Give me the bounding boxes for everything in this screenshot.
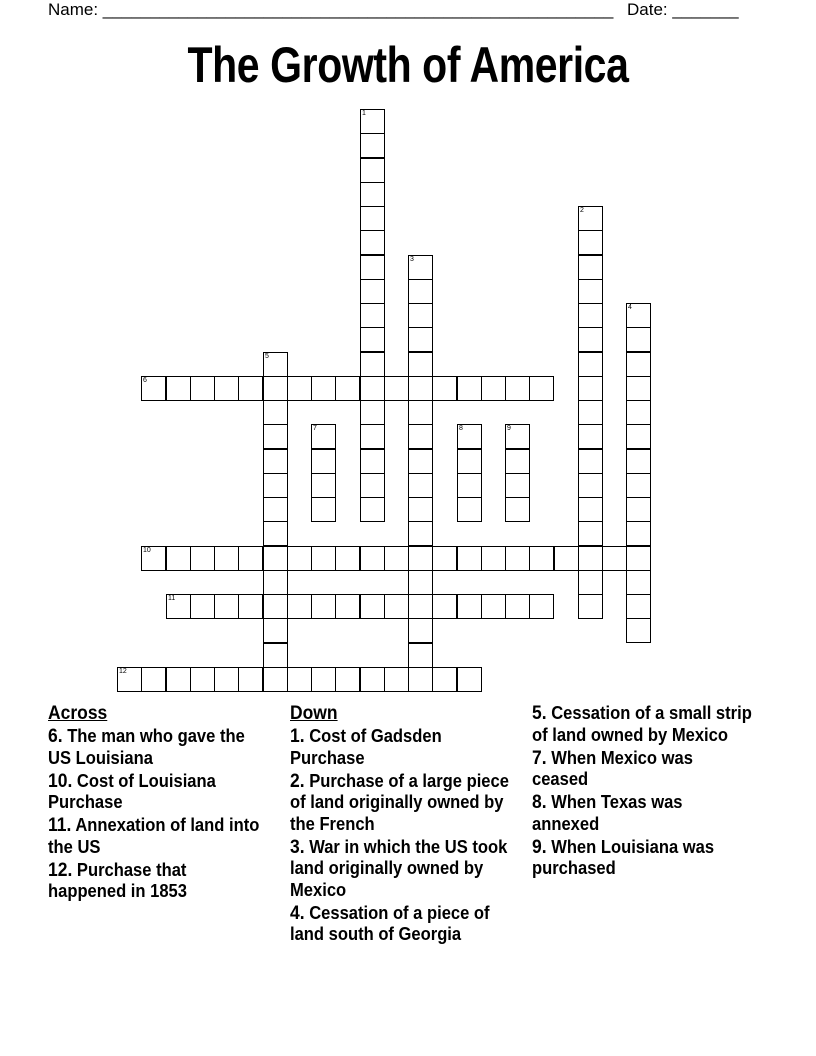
grid-cell[interactable]	[578, 473, 603, 498]
grid-cell[interactable]	[408, 303, 433, 328]
grid-cell[interactable]	[311, 376, 336, 401]
grid-cell[interactable]	[311, 449, 336, 474]
clue-number-label: 11	[168, 595, 176, 602]
grid-cell[interactable]	[263, 376, 288, 401]
grid-cell[interactable]	[360, 667, 385, 692]
grid-cell[interactable]	[408, 473, 433, 498]
grid-cell[interactable]	[626, 424, 651, 449]
grid-cell[interactable]	[263, 667, 288, 692]
grid-cell[interactable]	[626, 376, 651, 401]
grid-cell[interactable]	[311, 497, 336, 522]
grid-cell[interactable]	[626, 473, 651, 498]
clue-number: 8.	[532, 792, 547, 813]
grid-cell[interactable]	[554, 546, 579, 571]
grid-cell[interactable]	[626, 497, 651, 522]
grid-cell[interactable]	[263, 424, 288, 449]
grid-cell[interactable]	[214, 546, 239, 571]
grid-cell[interactable]	[360, 230, 385, 255]
grid-cell[interactable]	[626, 400, 651, 425]
clue-number-label: 2	[580, 207, 584, 214]
grid-cell[interactable]	[360, 158, 385, 183]
grid-cell[interactable]	[578, 255, 603, 280]
grid-cell[interactable]	[117, 667, 142, 692]
clue-number: 11.	[48, 815, 72, 836]
grid-cell[interactable]	[578, 449, 603, 474]
grid-cell[interactable]	[408, 279, 433, 304]
grid-cell[interactable]	[360, 279, 385, 304]
date-field-line[interactable]: Date: _______	[627, 0, 739, 19]
grid-cell[interactable]	[578, 521, 603, 546]
grid-cell[interactable]	[263, 497, 288, 522]
grid-cell[interactable]	[360, 473, 385, 498]
clue-number: 1.	[290, 726, 305, 747]
grid-cell[interactable]	[432, 376, 457, 401]
clue-text: Purchase that happened in 1853	[48, 859, 187, 901]
grid-cell[interactable]	[311, 667, 336, 692]
grid-cell[interactable]	[238, 667, 263, 692]
clue-down-1	[290, 726, 511, 769]
clue-number: 2.	[290, 770, 305, 792]
grid-cell[interactable]	[432, 667, 457, 692]
grid-cell[interactable]	[360, 400, 385, 425]
puzzle-title: The Growth of America	[187, 37, 629, 93]
grid-cell[interactable]	[457, 546, 482, 571]
grid-cell[interactable]	[263, 449, 288, 474]
clue-across-12	[48, 860, 269, 903]
grid-cell[interactable]	[578, 497, 603, 522]
grid-cell[interactable]	[578, 376, 603, 401]
grid-cell[interactable]	[457, 594, 482, 619]
clue-down-7	[532, 748, 753, 791]
grid-cell[interactable]	[360, 449, 385, 474]
clue-text: When Texas was annexed	[532, 792, 683, 834]
down-heading: Down	[290, 703, 338, 724]
name-field-line[interactable]: Name: ______________________________________________________	[48, 0, 614, 19]
grid-cell[interactable]	[578, 206, 603, 231]
clue-text: Cessation of a piece of land south of Georgia	[290, 902, 490, 944]
grid-cell[interactable]	[190, 667, 215, 692]
grid-cell[interactable]	[408, 400, 433, 425]
grid-cell[interactable]	[287, 376, 312, 401]
grid-cell[interactable]	[360, 497, 385, 522]
clue-number-label: 3	[410, 256, 414, 263]
grid-cell[interactable]	[505, 449, 530, 474]
clue-text: Cessation of a small strip of land owned by Mexico	[532, 703, 752, 745]
across-clues	[48, 703, 269, 904]
clue-down-2	[290, 771, 511, 836]
grid-cell[interactable]	[238, 376, 263, 401]
grid-cell[interactable]	[578, 400, 603, 425]
grid-cell[interactable]	[360, 424, 385, 449]
grid-cell[interactable]	[626, 618, 651, 643]
clue-down-3	[290, 837, 511, 902]
grid-cell[interactable]	[505, 594, 530, 619]
grid-cell[interactable]	[238, 594, 263, 619]
clue-number-label: 8	[459, 425, 463, 432]
grid-cell[interactable]	[505, 497, 530, 522]
clue-number-label: 12	[119, 668, 127, 675]
grid-cell[interactable]	[408, 497, 433, 522]
grid-cell[interactable]	[214, 376, 239, 401]
grid-cell[interactable]	[141, 376, 166, 401]
grid-cell[interactable]	[263, 643, 288, 668]
grid-cell[interactable]	[263, 473, 288, 498]
clue-number-label: 4	[628, 304, 632, 311]
clue-number: 3.	[290, 836, 305, 858]
grid-cell[interactable]	[626, 327, 651, 352]
clue-text: Cost of Louisiana Purchase	[48, 770, 216, 812]
grid-cell[interactable]	[166, 594, 191, 619]
grid-cell[interactable]	[408, 546, 433, 571]
clue-number: 5.	[532, 703, 547, 724]
grid-cell[interactable]	[505, 546, 530, 571]
grid-cell[interactable]	[360, 255, 385, 280]
grid-cell[interactable]	[408, 352, 433, 377]
grid-cell[interactable]	[408, 424, 433, 449]
grid-cell[interactable]	[432, 594, 457, 619]
grid-cell[interactable]	[238, 546, 263, 571]
clue-text: When Mexico was ceased	[532, 747, 693, 789]
grid-cell[interactable]	[263, 570, 288, 595]
clue-text: Purchase of a large piece of land originally owned by the French	[290, 770, 509, 834]
grid-cell[interactable]	[360, 206, 385, 231]
grid-cell[interactable]	[529, 546, 554, 571]
clue-across-6	[48, 726, 269, 769]
grid-cell[interactable]	[481, 376, 506, 401]
grid-cell[interactable]	[505, 424, 530, 449]
grid-cell[interactable]	[578, 230, 603, 255]
grid-cell[interactable]	[578, 352, 603, 377]
clue-text: Cost of Gadsden Purchase	[290, 726, 442, 768]
grid-cell[interactable]	[360, 303, 385, 328]
clue-number-label: 9	[507, 425, 511, 432]
grid-cell[interactable]	[578, 327, 603, 352]
grid-cell[interactable]	[578, 279, 603, 304]
clue-number: 10.	[48, 770, 73, 792]
grid-cell[interactable]	[626, 449, 651, 474]
grid-cell[interactable]	[408, 618, 433, 643]
clue-number: 6.	[48, 726, 63, 747]
grid-cell[interactable]	[335, 667, 360, 692]
clue-number-label: 10	[143, 547, 151, 554]
across-heading: Across	[48, 703, 108, 724]
grid-cell[interactable]	[141, 667, 166, 692]
grid-cell[interactable]	[578, 546, 603, 571]
grid-cell[interactable]	[360, 327, 385, 352]
grid-cell[interactable]	[626, 352, 651, 377]
grid-cell[interactable]	[214, 594, 239, 619]
grid-cell[interactable]	[335, 594, 360, 619]
grid-cell[interactable]	[408, 327, 433, 352]
grid-cell[interactable]	[141, 546, 166, 571]
clue-number: 12.	[48, 859, 73, 881]
grid-cell[interactable]	[408, 643, 433, 668]
clue-text: War in which the US took land originally owned by Mexico	[290, 836, 508, 900]
grid-cell[interactable]	[626, 521, 651, 546]
grid-cell[interactable]	[166, 376, 191, 401]
grid-cell[interactable]	[408, 667, 433, 692]
grid-cell[interactable]	[626, 546, 651, 571]
grid-cell[interactable]	[311, 473, 336, 498]
grid-cell[interactable]	[384, 376, 409, 401]
clue-down-8	[532, 792, 753, 835]
grid-cell[interactable]	[166, 667, 191, 692]
grid-cell[interactable]	[263, 618, 288, 643]
grid-cell[interactable]	[408, 449, 433, 474]
clue-number-label: 7	[313, 425, 317, 432]
clue-number: 9.	[532, 836, 547, 858]
clue-across-10	[48, 771, 269, 814]
grid-cell[interactable]	[190, 546, 215, 571]
grid-cell[interactable]	[408, 521, 433, 546]
grid-cell[interactable]	[360, 182, 385, 207]
grid-cell[interactable]	[190, 594, 215, 619]
grid-cell[interactable]	[578, 424, 603, 449]
grid-cell[interactable]	[457, 376, 482, 401]
grid-cell[interactable]	[287, 594, 312, 619]
clue-down-9	[532, 837, 753, 880]
grid-cell[interactable]	[529, 594, 554, 619]
grid-cell[interactable]	[626, 303, 651, 328]
grid-cell[interactable]	[626, 570, 651, 595]
grid-cell[interactable]	[384, 546, 409, 571]
grid-cell[interactable]	[360, 352, 385, 377]
grid-cell[interactable]	[408, 376, 433, 401]
clue-number-label: 5	[265, 353, 269, 360]
grid-cell[interactable]	[214, 667, 239, 692]
grid-cell[interactable]	[457, 449, 482, 474]
grid-cell[interactable]	[384, 594, 409, 619]
grid-cell[interactable]	[360, 546, 385, 571]
clue-number-label: 6	[143, 377, 147, 384]
grid-cell[interactable]	[360, 109, 385, 134]
grid-cell[interactable]	[263, 546, 288, 571]
grid-cell[interactable]	[602, 546, 627, 571]
grid-cell[interactable]	[335, 376, 360, 401]
clue-number-label: 1	[362, 110, 366, 117]
grid-cell[interactable]	[360, 133, 385, 158]
grid-cell[interactable]	[384, 667, 409, 692]
grid-cell[interactable]	[263, 521, 288, 546]
grid-cell[interactable]	[311, 546, 336, 571]
grid-cell[interactable]	[311, 424, 336, 449]
grid-cell[interactable]	[481, 546, 506, 571]
grid-cell[interactable]	[578, 303, 603, 328]
grid-cell[interactable]	[457, 497, 482, 522]
grid-cell[interactable]	[311, 594, 336, 619]
grid-cell[interactable]	[335, 546, 360, 571]
grid-cell[interactable]	[578, 570, 603, 595]
grid-cell[interactable]	[360, 594, 385, 619]
grid-cell[interactable]	[457, 667, 482, 692]
grid-cell[interactable]	[578, 594, 603, 619]
grid-cell[interactable]	[263, 594, 288, 619]
grid-cell[interactable]	[408, 255, 433, 280]
clue-text: The man who gave the US Louisiana	[48, 726, 245, 768]
grid-cell[interactable]	[190, 376, 215, 401]
down-clues-continued	[532, 703, 753, 881]
clue-number: 7.	[532, 747, 547, 769]
grid-cell[interactable]	[481, 594, 506, 619]
grid-cell[interactable]	[263, 400, 288, 425]
grid-cell[interactable]	[457, 473, 482, 498]
grid-cell[interactable]	[529, 376, 554, 401]
grid-cell[interactable]	[457, 424, 482, 449]
grid-cell[interactable]	[408, 570, 433, 595]
grid-cell[interactable]	[287, 546, 312, 571]
grid-cell[interactable]	[505, 473, 530, 498]
clue-text: Annexation of land into the US	[48, 815, 260, 857]
clue-number: 4.	[290, 902, 305, 924]
grid-cell[interactable]	[408, 594, 433, 619]
clue-down-5	[532, 703, 753, 746]
grid-cell[interactable]	[287, 667, 312, 692]
grid-cell[interactable]	[626, 594, 651, 619]
clue-text: When Louisiana was purchased	[532, 836, 715, 878]
grid-cell[interactable]	[263, 352, 288, 377]
clue-down-4	[290, 903, 511, 946]
clue-across-11	[48, 815, 269, 858]
grid-cell[interactable]	[432, 546, 457, 571]
grid-cell[interactable]	[505, 376, 530, 401]
down-clues	[290, 703, 511, 947]
grid-cell[interactable]	[166, 546, 191, 571]
grid-cell[interactable]	[360, 376, 385, 401]
